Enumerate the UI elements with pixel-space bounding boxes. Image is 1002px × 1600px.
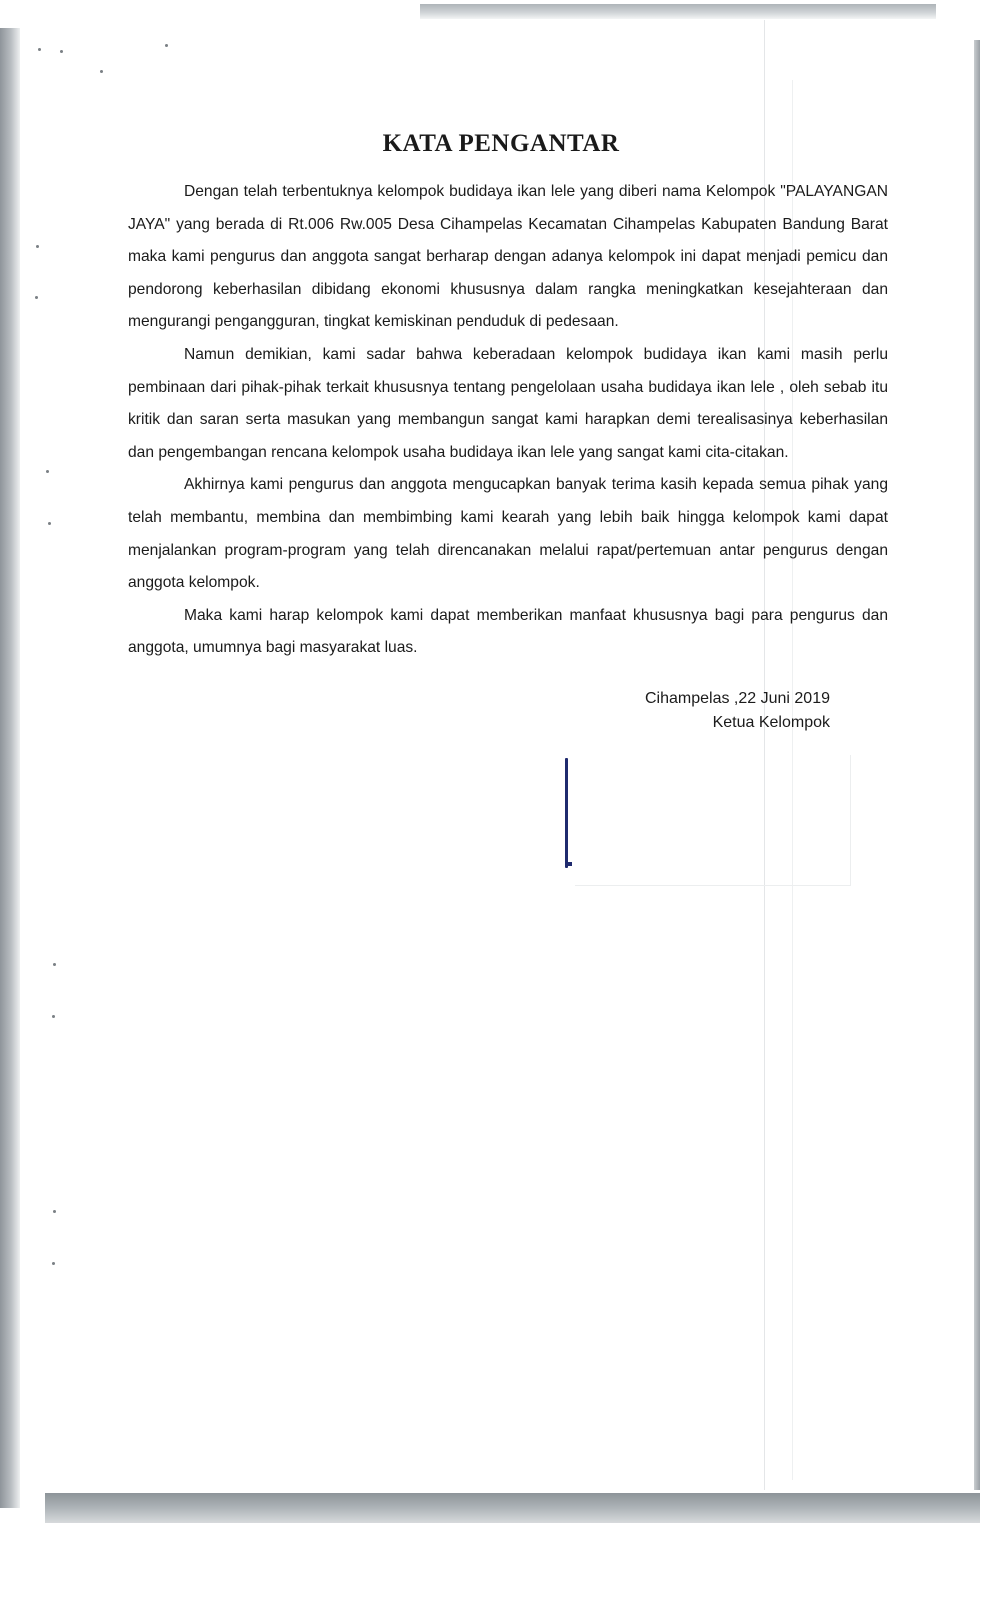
signature-stroke-end	[565, 862, 572, 866]
page-title: KATA PENGANTAR	[382, 130, 620, 157]
document-body	[128, 176, 888, 665]
scan-speck	[53, 1210, 56, 1213]
scan-speck	[35, 296, 38, 299]
scan-edge-top	[420, 4, 956, 19]
scan-margin-bottom	[0, 1523, 1002, 1600]
paragraph: Maka kami harap kelompok kami dapat memberikan manfaat khususnya bagi para pengurus dan anggota, umumnya bagi masyarakat luas.	[128, 606, 888, 657]
scan-speck	[52, 1262, 55, 1265]
signature-stroke	[565, 758, 568, 868]
scan-speck	[38, 48, 41, 51]
scan-speck	[52, 1015, 55, 1018]
place-and-date: Cihampelas ,22 Juni 2019	[644, 690, 830, 707]
paragraph: Namun demikian, kami sadar bahwa keberadaan kelompok budidaya ikan kami masih perlu pembinaan dari pihak-pihak terkait khususnya tentang pengelolaan usaha budidaya ikan lele , oleh sebab itu kritik dan saran serta masukan yang membangun sangat kami harapkan demi terealisasinya keberhasilan dan pengembangan rencana kelompok usaha budidaya ikan lele yang sangat kami cita-citakan.	[128, 345, 888, 461]
scan-speck	[36, 245, 39, 248]
scan-edge-bottom	[45, 1493, 980, 1523]
scan-margin-right	[936, 4, 1002, 1496]
paragraph: Dengan telah terbentuknya kelompok budidaya ikan lele yang diberi nama Kelompok "PALAYANGAN JAYA" yang berada di Rt.006 Rw.005 Desa Cihampelas Kecamatan Cihampelas Kabupaten Bandung Barat maka kami pengurus dan anggota sangat berharap dengan adanya kelompok ini dapat menjadi pemicu dan pendorong keberhasilan dibidang ekonomi khususnya dalam rangka meningkatkan kesejahteraan dan mengurangi pengangguran, tingkat kemiskinan penduduk di pedesaan.	[128, 183, 888, 331]
scan-speck	[100, 70, 103, 73]
scan-speck	[60, 50, 63, 53]
scan-speck	[53, 963, 56, 966]
signature-area	[575, 755, 851, 886]
scan-edge-right	[974, 40, 980, 1490]
signatory-role: Ketua Kelompok	[712, 714, 830, 731]
scan-edge-left	[0, 28, 20, 1508]
paragraph: Akhirnya kami pengurus dan anggota mengucapkan banyak terima kasih kepada semua pihak yang telah membantu, membina dan membimbing kami kearah yang lebih baik hingga kelompok kami dapat menjalankan program-program yang telah direncanakan melalui rapat/pertemuan antar pengurus dengan anggota kelompok.	[128, 476, 888, 592]
scan-speck	[48, 522, 51, 525]
scan-speck	[165, 44, 168, 47]
scan-speck	[46, 470, 49, 473]
